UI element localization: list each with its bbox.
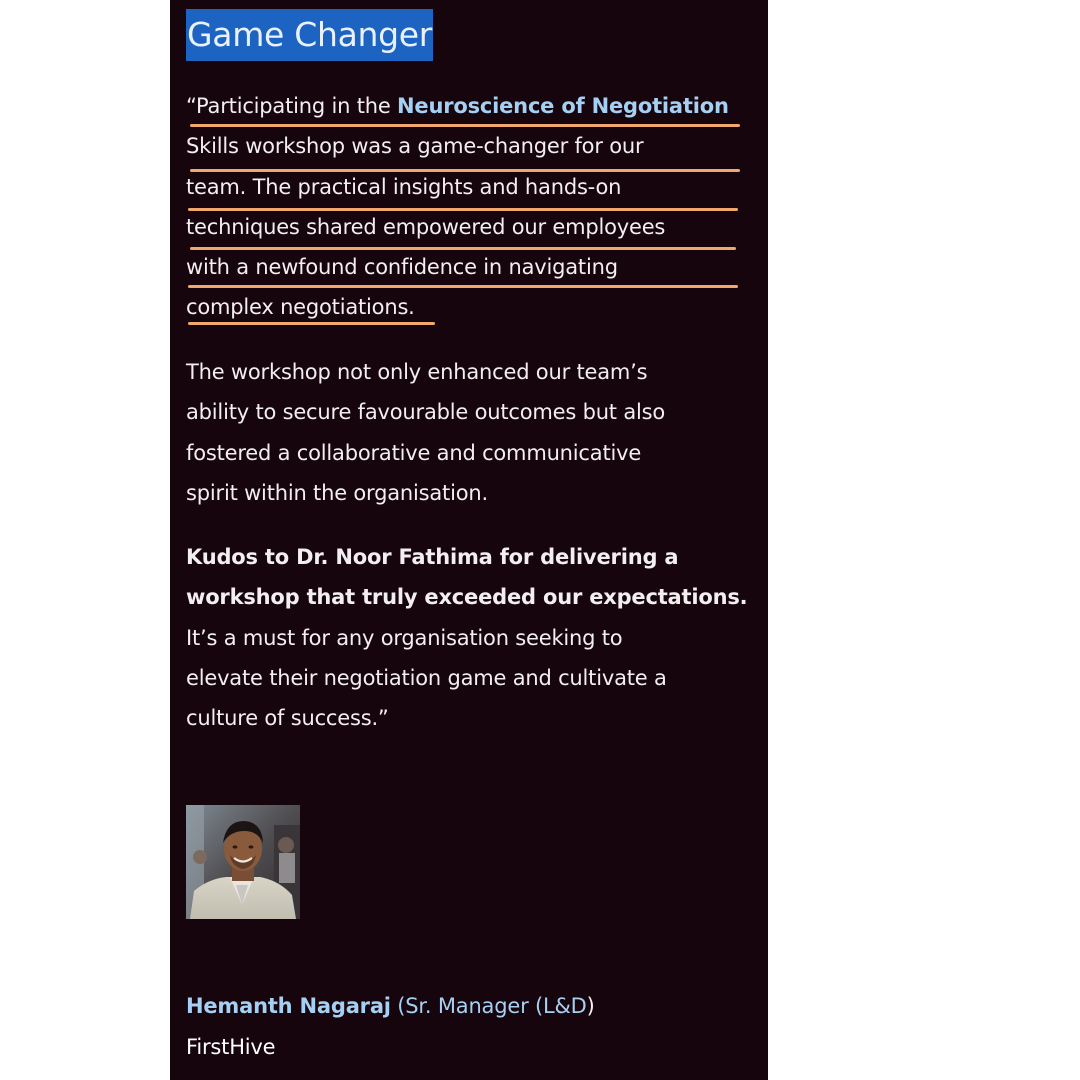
quote-line: The workshop not only enhanced our team’s [186, 360, 648, 384]
author-role-close: ) [586, 994, 595, 1018]
quote-text: “Participating in the [186, 94, 398, 118]
quote-paragraph-3 [186, 537, 756, 738]
quote-paragraph-1 [186, 86, 756, 328]
quote-line: workshop that truly exceeded our expectations. [186, 585, 748, 610]
quote-line: It’s a must for any organisation seeking to [186, 625, 623, 650]
author-company: FirstHive [186, 1035, 276, 1059]
testimonial-card [170, 0, 768, 1080]
annotation-underline [188, 285, 738, 288]
author-photo [186, 805, 300, 919]
quote-line: with a newfound confidence in navigating [186, 255, 618, 280]
quote-line: Kudos to Dr. Noor Fathima for delivering a [186, 545, 679, 569]
testimonial-title[interactable]: Game Changer [186, 9, 433, 61]
quote-line [186, 86, 756, 126]
quote-line: team. The practical insights and hands-on [186, 174, 622, 199]
quote-line: elevate their negotiation game and cultivate a [186, 665, 667, 690]
annotation-underline [190, 124, 740, 127]
quote-line: techniques shared empowered our employees [186, 214, 666, 239]
quote-line: complex negotiations. [186, 295, 415, 320]
quote-paragraph-2 [186, 352, 756, 513]
course-link[interactable]: Neuroscience of Negotiation [397, 94, 729, 118]
annotation-underline [190, 247, 736, 250]
author-role: (Sr. Manager (L&D [390, 994, 587, 1018]
quote-line: fostered a collaborative and communicative [186, 440, 642, 465]
quote-line: culture of success.” [186, 706, 389, 731]
annotation-underline [190, 169, 740, 172]
author-line [186, 986, 595, 1026]
author-photo-image [186, 805, 300, 919]
author-name[interactable]: Hemanth Nagaraj [186, 994, 391, 1018]
quote-line: ability to secure favourable outcomes but also [186, 400, 666, 425]
quote-line: spirit within the organisation. [186, 480, 488, 505]
annotation-underline [188, 322, 435, 325]
annotation-underline [188, 208, 738, 211]
quote-line: Skills workshop was a game-changer for our [186, 134, 644, 159]
